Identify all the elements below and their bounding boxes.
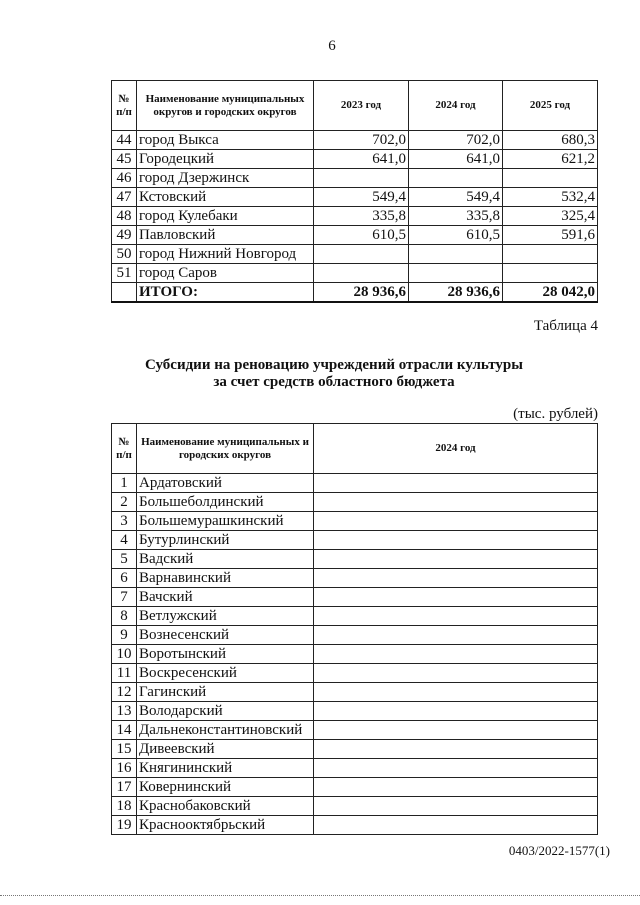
- row-value-2024: [314, 664, 598, 683]
- row-value-2025: 680,3: [503, 131, 598, 150]
- row-number: 49: [112, 226, 137, 245]
- table-row: [112, 683, 598, 702]
- row-number: 16: [112, 759, 137, 778]
- row-value-2024: [314, 607, 598, 626]
- row-number: 1: [112, 474, 137, 493]
- header-2023: 2023 год: [314, 81, 409, 131]
- row-number: 8: [112, 607, 137, 626]
- row-value-2024: [314, 474, 598, 493]
- table-row: [112, 264, 598, 283]
- table-row: [112, 474, 598, 493]
- row-name: город Кулебаки: [137, 207, 314, 226]
- row-name: Воротынский: [137, 645, 314, 664]
- row-number: 18: [112, 797, 137, 816]
- row-number: 48: [112, 207, 137, 226]
- table-row: [112, 169, 598, 188]
- table-row: [112, 759, 598, 778]
- table-row: [112, 607, 598, 626]
- row-name: Княгининский: [137, 759, 314, 778]
- row-value-2024: [314, 645, 598, 664]
- row-name: город Саров: [137, 264, 314, 283]
- municipal-table-continued: [111, 80, 598, 303]
- row-number: 46: [112, 169, 137, 188]
- row-number: 14: [112, 721, 137, 740]
- table-caption: Таблица 4: [533, 318, 598, 334]
- row-name: Краснооктябрьский: [137, 816, 314, 835]
- row-number: 17: [112, 778, 137, 797]
- row-name: Гагинский: [137, 683, 314, 702]
- page-number: 6: [328, 38, 336, 54]
- row-value-2025: 325,4: [503, 207, 598, 226]
- row-name: Дивеевский: [137, 740, 314, 759]
- row-value-2024: [314, 740, 598, 759]
- row-name: город Нижний Новгород: [137, 245, 314, 264]
- row-value-2025: [503, 264, 598, 283]
- footer-divider: [0, 895, 640, 896]
- row-value-2024: 335,8: [409, 207, 503, 226]
- row-name: Большеболдинский: [137, 493, 314, 512]
- row-number: 10: [112, 645, 137, 664]
- header-num: № п/п: [112, 81, 137, 131]
- row-number: 2: [112, 493, 137, 512]
- section-title-line2: за счет средств областного бюджета: [213, 374, 455, 390]
- row-name: Дальнеконстантиновский: [137, 721, 314, 740]
- row-value-2023: [314, 264, 409, 283]
- table-row: [112, 207, 598, 226]
- row-name: Вачский: [137, 588, 314, 607]
- table-row: [112, 664, 598, 683]
- row-number: 45: [112, 150, 137, 169]
- table-row: [112, 531, 598, 550]
- row-value-2025: [503, 245, 598, 264]
- table-row: [112, 188, 598, 207]
- row-value-2023: 335,8: [314, 207, 409, 226]
- row-number: 4: [112, 531, 137, 550]
- units-label: (тыс. рублей): [513, 406, 598, 422]
- row-value-2024: [314, 816, 598, 835]
- row-number: 13: [112, 702, 137, 721]
- renovation-subsidy-table: [111, 423, 598, 835]
- row-number: 5: [112, 550, 137, 569]
- row-name: Вознесенский: [137, 626, 314, 645]
- row-name: Воскресенский: [137, 664, 314, 683]
- row-value-2024: [314, 626, 598, 645]
- row-name: Ветлужский: [137, 607, 314, 626]
- row-value-2024: [314, 797, 598, 816]
- row-value-2024: [314, 531, 598, 550]
- row-value-2024: [314, 493, 598, 512]
- total-2024: 28 936,6: [409, 283, 503, 303]
- table-row: [112, 131, 598, 150]
- row-value-2025: [503, 169, 598, 188]
- row-value-2025: 621,2: [503, 150, 598, 169]
- row-name: Кстовский: [137, 188, 314, 207]
- table-row: [112, 550, 598, 569]
- table-row: [112, 626, 598, 645]
- table-row: [112, 740, 598, 759]
- row-number: 19: [112, 816, 137, 835]
- row-value-2024: [314, 778, 598, 797]
- row-value-2024: [314, 721, 598, 740]
- row-number: 11: [112, 664, 137, 683]
- table-row: [112, 493, 598, 512]
- table-row: [112, 569, 598, 588]
- table-row: [112, 512, 598, 531]
- row-value-2024: 641,0: [409, 150, 503, 169]
- row-value-2024: [314, 512, 598, 531]
- row-value-2025: 591,6: [503, 226, 598, 245]
- section-title: [14, 357, 640, 391]
- row-value-2023: 702,0: [314, 131, 409, 150]
- total-num-cell: [112, 283, 137, 303]
- row-value-2024: 549,4: [409, 188, 503, 207]
- row-number: 47: [112, 188, 137, 207]
- total-2025: 28 042,0: [503, 283, 598, 303]
- table1-body: [112, 131, 598, 283]
- row-value-2023: 610,5: [314, 226, 409, 245]
- header-num: № п/п: [112, 424, 137, 474]
- table-row: [112, 721, 598, 740]
- row-value-2024: [409, 169, 503, 188]
- row-number: 9: [112, 626, 137, 645]
- table-row: [112, 797, 598, 816]
- row-name: город Дзержинск: [137, 169, 314, 188]
- row-name: Варнавинский: [137, 569, 314, 588]
- row-name: Ковернинский: [137, 778, 314, 797]
- document-code: 0403/2022-1577(1): [508, 843, 610, 858]
- total-row: [112, 283, 598, 303]
- row-value-2024: [314, 683, 598, 702]
- row-name: Большемурашкинский: [137, 512, 314, 531]
- row-value-2023: 641,0: [314, 150, 409, 169]
- row-value-2023: 549,4: [314, 188, 409, 207]
- row-name: Ардатовский: [137, 474, 314, 493]
- table-row: [112, 226, 598, 245]
- header-name: Наименование муниципальных и городских округов: [137, 424, 314, 474]
- row-value-2023: [314, 245, 409, 264]
- row-number: 50: [112, 245, 137, 264]
- row-number: 44: [112, 131, 137, 150]
- header-2024: 2024 год: [409, 81, 503, 131]
- table2-body: [112, 474, 598, 835]
- table-row: [112, 778, 598, 797]
- table-row: [112, 702, 598, 721]
- row-value-2024: [409, 264, 503, 283]
- row-value-2024: [409, 245, 503, 264]
- row-value-2024: 610,5: [409, 226, 503, 245]
- row-value-2024: [314, 550, 598, 569]
- row-value-2024: 702,0: [409, 131, 503, 150]
- row-number: 51: [112, 264, 137, 283]
- row-value-2024: [314, 702, 598, 721]
- header-2025: 2025 год: [503, 81, 598, 131]
- row-name: Вадский: [137, 550, 314, 569]
- row-name: город Выкса: [137, 131, 314, 150]
- section-title-line1: Субсидии на реновацию учреждений отрасли культуры: [145, 357, 523, 373]
- row-number: 15: [112, 740, 137, 759]
- row-value-2024: [314, 588, 598, 607]
- table-row: [112, 150, 598, 169]
- header-2024: 2024 год: [314, 424, 598, 474]
- total-label: ИТОГО:: [137, 283, 314, 303]
- row-name: Володарский: [137, 702, 314, 721]
- row-number: 6: [112, 569, 137, 588]
- row-number: 7: [112, 588, 137, 607]
- row-name: Павловский: [137, 226, 314, 245]
- table-row: [112, 816, 598, 835]
- row-name: Городецкий: [137, 150, 314, 169]
- row-value-2024: [314, 569, 598, 588]
- header-name: Наименование муниципальных округов и городских округов: [137, 81, 314, 131]
- row-value-2024: [314, 759, 598, 778]
- row-name: Бутурлинский: [137, 531, 314, 550]
- table-row: [112, 245, 598, 264]
- row-number: 3: [112, 512, 137, 531]
- total-2023: 28 936,6: [314, 283, 409, 303]
- table-row: [112, 645, 598, 664]
- row-name: Краснобаковский: [137, 797, 314, 816]
- row-value-2023: [314, 169, 409, 188]
- row-value-2025: 532,4: [503, 188, 598, 207]
- row-number: 12: [112, 683, 137, 702]
- table-row: [112, 588, 598, 607]
